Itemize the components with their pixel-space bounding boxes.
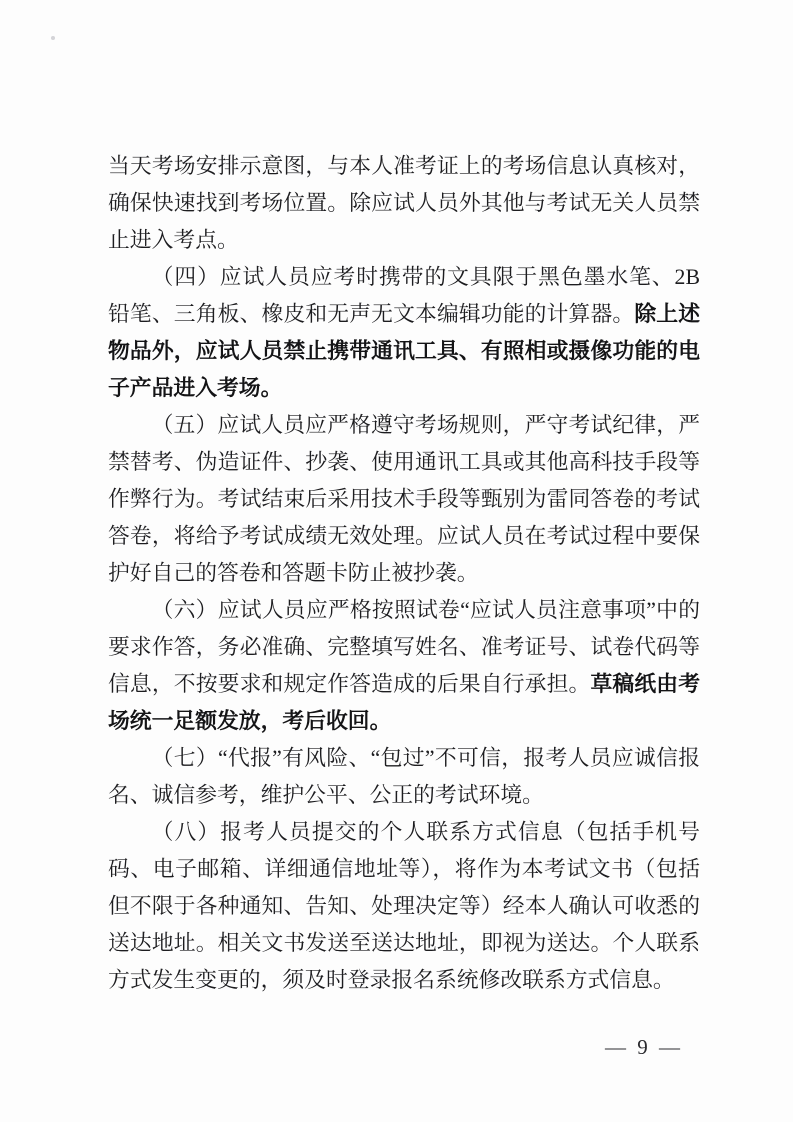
body-text: （八）报考人员提交的个人联系方式信息（包括手机号码、电子邮箱、详细通信地址等），将作为本考试文书（包括但不限于各种通知、告知、处理决定等）经本人确认可收悉的送达地址。相关文书发送至送达地址，即视为送达。个人联系方式发生变更的，须及时登录报名系统修改联系方式信息。 — [108, 820, 700, 992]
para-item-8 — [108, 814, 700, 999]
body-text: （五）应试人员应严格遵守考场规则，严守考试纪律，严禁替考、伪造证件、抄袭、使用通讯工具或其他高科技手段等作弊行为。考试结束后采用技术手段等甄别为雷同答卷的考试答卷，将给予考试成绩无效处理。应试人员在考试过程中要保护好自己的答卷和答题卡防止被抄袭。 — [108, 413, 700, 585]
page-footer — [0, 1035, 793, 1065]
emphasis-text: 除上述物品外，应试人员禁止携带通讯工具、有照相或摄像功能的电子产品进入考场。 — [108, 302, 700, 400]
body-text: （七）“代报”有风险、“包过”不可信，报考人员应诚信报名、诚信参考，维护公平、公正的考试环境。 — [108, 746, 700, 807]
emphasis-text: 草稿纸由考场统一足额发放，考后收回。 — [108, 672, 700, 733]
para-item-4 — [108, 259, 700, 407]
scan-artifact — [51, 36, 55, 40]
page-number: — 9 — — [605, 1035, 683, 1059]
body-text: 当天考场安排示意图，与本人准考证上的考场信息认真核对，确保快速找到考场位置。除应试人员外其他与考试无关人员禁止进入考点。 — [108, 154, 700, 252]
para-item-5 — [108, 407, 700, 592]
para-item-7 — [108, 740, 700, 814]
para-item-6 — [108, 592, 700, 740]
body-text: （四）应试人员应考时携带的文具限于黑色墨水笔、2B 铅笔、三角板、橡皮和无声无文本编辑功能的计算器。 — [108, 265, 700, 326]
document-body — [108, 148, 700, 999]
body-text: （六）应试人员应严格按照试卷“应试人员注意事项”中的要求作答，务必准确、完整填写姓名、准考证号、试卷代码等信息，不按要求和规定作答造成的后果自行承担。 — [108, 598, 700, 696]
para-continuation — [108, 148, 700, 259]
